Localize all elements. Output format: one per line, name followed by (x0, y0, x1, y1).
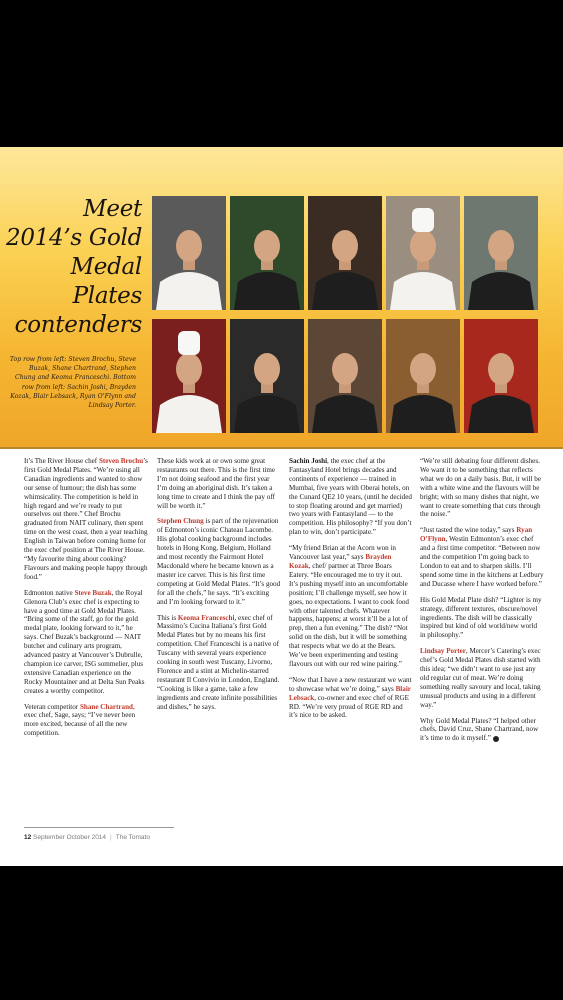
text: Edmonton native (24, 588, 75, 597)
chef-photo (152, 319, 226, 433)
paragraph (289, 676, 413, 721)
magazine-name: The Tomato (115, 834, 150, 841)
text: “My friend Brian at the Acorn won in Vancouver last year,” says (289, 544, 396, 562)
photo-caption: Top row from left: Steven Brochu, Steve Buzak, Shane Chartrand, Stephen Chung and Keoma Franceschi. Bottom row from left: Sachin Joshi, Brayden Kozak, Blair Lebsack, Ryan O’Flynn and Lindsay Porter. (9, 356, 136, 410)
portrait-silhouette-icon (230, 196, 304, 310)
portrait-silhouette-icon (152, 196, 226, 310)
divider (0, 447, 563, 449)
text: , co-owner and exec chef of RGE RD. “We’re very proud of RGE RD and it’s nice to be asked. (289, 693, 409, 720)
page-number: 12 (24, 834, 32, 841)
text: ’s first Gold Medal Plates. “We’re using all Canadian ingredients and wanted to show our sense of humour; the dish has some whimsicality. The competition is held in high regard and we’re ready to put ourselves out there.” Chef Brochu graduated from NAIT culinary, then spent time on the west coast, then a year teaching English in Taiwan before coming home for the exec chef position at The River House. “My favourite thing about cooking? Flavours and making people happy through food.” (24, 457, 148, 581)
portrait-silhouette-icon (386, 196, 460, 310)
footer-rule (24, 827, 174, 828)
chef-photo (308, 319, 382, 433)
text: , exec chef, Sage, says; “I’ve never been more excited, because of all the new competition. (24, 702, 136, 738)
text: is part of the rejuvenation of Edmonton’s iconic Chateau Lacombe. His global cooking background includes hotels in Hong Kong, Belgium, Holland and most recently the Fairmont Hotel Macdonald where he became known as a master ice carver. This is his first time competing at Gold Medal Plates. “It’s good for all the chefs,” he says. “It’s exciting and I’m looking forward to it.” (157, 517, 281, 606)
portrait-silhouette-icon (308, 319, 382, 433)
paragraph (289, 544, 413, 669)
chef-name-lindsay-porter: Lindsay Porter (420, 647, 466, 656)
hero-banner (0, 147, 563, 447)
text: , chef/ partner at Three Boars Eatery. “He encouraged me to try it out. It’s pushing myself into an uncomfortable position; I’ll challenge myself, see how it goes, no expectations. I want to cook food with other talented chefs. Whatever happens, happens; at worst it’ll be a lot of prep, then a fun evening.” The dish? “Not solid on the dish, but it will be something that respects what we do at the Bears. We’ve been experimenting and testing flavours out with our red wine pairing.” (289, 561, 409, 668)
text: , the Royal Glenora Club’s exec chef is expecting to have a good time at Gold Medal Plates. “Bring some of the staff, go for the gold medal plate, looking forward to it,” he says. Chef Buzak’s background — NAIT butcher and culinary arts program, advanced pastry at Vancouver’s Dubrulle, champion ice carver, ISG sommelier, plus extensive Canadian experience on the Rocky Mountainer and at Delta Sun Peaks creates a worthy competitor. (24, 588, 145, 695)
magazine-page (0, 147, 563, 866)
paragraph (157, 517, 281, 606)
chef-name-ryan-oflynn: Ryan O’Flynn (420, 526, 533, 544)
chef-name-steven-brochu: Steven Brochu (98, 457, 144, 465)
chef-photo (464, 319, 538, 433)
text: This is (157, 613, 178, 622)
portrait-silhouette-icon (386, 319, 460, 433)
paragraph: His Gold Medal Plate dish? “Lighter is my strategy, different textures, obscure/novel ingredients. The dish will be classically inspired but kind of old world/new world in philosophy.” (420, 595, 542, 640)
footer-separator: | (110, 834, 112, 841)
paragraph (24, 589, 148, 696)
portrait-silhouette-icon (152, 319, 226, 433)
text: , exec chef of Massimo’s Cucina Italiana’s first Gold Medal Plates but by no means his first competition. Chef Franceschi is a native of Tuscany with several years experience cooking in south west Tuscany, Livorno, Florence and a stint at Michelin-starred restaurant Il Convivio in London, England. “Cooking is like a game, take a few ingredients and create infinite possibilities and dishes,” he says. (157, 613, 280, 711)
end-mark-icon (493, 736, 499, 742)
paragraph (289, 457, 413, 537)
column-2 (157, 457, 281, 718)
text: , Mercer’s Catering’s exec chef’s Gold Medal Plates dish started with this idea; “we didn’t want to use just any old regular cut of meat. We’re doing something really savoury and local, taking unusual products and using in a different way.” (420, 647, 541, 709)
paragraph (24, 457, 148, 582)
chef-photo (386, 319, 460, 433)
chef-name-shane-chartrand: Shane Chartrand (79, 702, 133, 711)
headline-line-4: contenders (14, 312, 142, 338)
chef-name-blair-lebsack: Blair Lebsack (289, 684, 411, 702)
text: Veteran competitor (24, 702, 80, 711)
paragraph (24, 703, 148, 739)
page-footer (24, 834, 150, 841)
portrait-silhouette-icon (464, 196, 538, 310)
paragraph (157, 614, 281, 712)
chef-photo (152, 196, 226, 310)
column-3 (289, 457, 413, 727)
chef-photo (230, 196, 304, 310)
portrait-silhouette-icon (464, 319, 538, 433)
chef-name-keoma-franceschi: Keoma Franceschi (177, 613, 235, 622)
chef-name-brayden-kozak: Brayden Kozak (289, 553, 392, 570)
chef-photo (464, 196, 538, 310)
headline (6, 195, 142, 340)
text: “Now that I have a new restaurant we want to showcase what we’re doing,” says (289, 675, 412, 693)
column-4 (420, 457, 544, 750)
portrait-silhouette-icon (308, 196, 382, 310)
paragraph: “We’re still debating four different dishes. We want it to be something that reflects what we do on a daily basis. But, it will be with a white wine and the flavours will be bright; with so many dishes that night, we want to create something that cuts through the noise.” (420, 457, 541, 519)
chef-name-steve-buzak: Steve Buzak (74, 588, 112, 597)
issue-date: September October 2014 (33, 834, 107, 841)
text: , Westin Edmonton’s exec chef and a first time competitor. “Between now and the competition I’m going back to London to eat and to sharpen skills. I’ll spend some time in the kitchens at Ledbury and Ducasse where I have worked before.” (420, 535, 544, 588)
chef-name-stephen-chung: Stephen Chung (157, 517, 204, 526)
headline-line-3: Medal Plates (70, 254, 142, 309)
headline-line-2: 2014’s Gold (6, 225, 142, 251)
paragraph (420, 526, 544, 588)
portrait-silhouette-icon (230, 319, 304, 433)
chef-photo (230, 319, 304, 433)
text: It’s The River House chef (24, 457, 99, 465)
chef-photo (308, 196, 382, 310)
chef-photo (386, 196, 460, 310)
text: “Just tasted the wine today,” says (420, 526, 517, 535)
paragraph (420, 647, 544, 709)
chef-name-sachin-joshi: Sachin Joshi (289, 457, 328, 465)
text: , the exec chef at the Fantasyland Hotel brings decades and continents of experience — trained in Mumbai, five years with Oberai hotels, on the Cunard QE2 10 years, (until he decided to stop floating around and get married) two years with Fantasyland — to the competition. His philosophy? “If you don’t plan to win, don’t participate.” (289, 457, 412, 537)
headline-line-1: Meet (83, 196, 142, 222)
column-1 (24, 457, 148, 745)
paragraph: These kids work at or own some great restaurants out there. This is the first time I’m not doing seafood and the first year I’m doing an aboriginal dish. It’s taken a long time to create and I think the pay off will be worth it.” (157, 457, 276, 510)
text: Why Gold Medal Plates? “I helped other chefs, David Cruz, Shane Chartrand, now it’s time to do it myself.” (420, 716, 539, 743)
paragraph (420, 717, 544, 744)
